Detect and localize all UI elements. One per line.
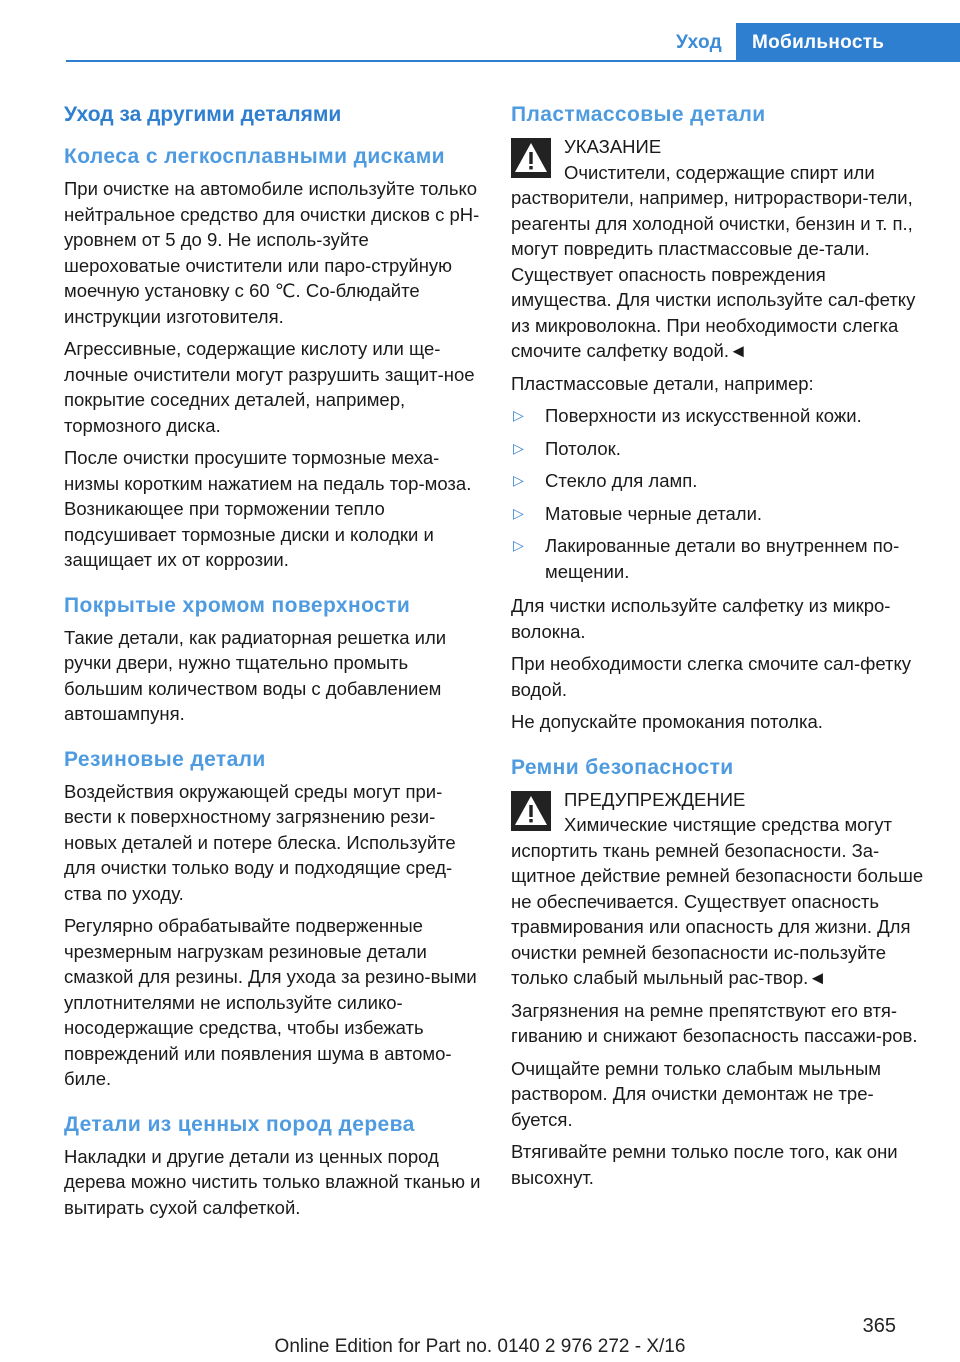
paragraph: После очистки просушите тормозные меха-низмы коротким нажатием на педаль тор-моза. Возникающее при торможении тепло подсушивает тормозные диски и колодки и защищает их от коррозии. <box>64 447 472 570</box>
right-column <box>511 100 931 1197</box>
warning-title: ПРЕДУПРЕЖДЕНИЕ <box>564 788 746 810</box>
notice-text: Очистители, содержащие спирт или растворители, например, нитрораствори-тели, реагенты для холодной очистки, бензин и т. п., могут повредить пластмассовые де-тали. Существует опасность повреждения имущества. Для чистки используйте сал-фетку из микроволокна. При необходимости слегка смочите салфетку водой.◄ <box>511 161 916 361</box>
left-column <box>64 100 484 1227</box>
list-item: ▷ Стекло для ламп. <box>511 468 931 494</box>
paragraph: Очищайте ремни только слабым мыльным раствором. Для очистки демонтаж не тре-буется. <box>511 1057 881 1130</box>
paragraph: Воздействия окружающей среды могут при-вести к поверхностному загрязнению рези-новых деталей и потере блеска. Используйте для очистки только воду и подходящие сред-ства по уходу. <box>64 780 456 904</box>
triangle-bullet-icon: ▷ <box>513 537 524 553</box>
paragraph: Агрессивные, содержащие кислоту или ще-лочные очистители могут разрушить защит-ное покрытие соседних деталей, например, тормозного диска. <box>64 338 475 436</box>
paragraph: Накладки и другие детали из ценных пород дерева можно чистить только влажной тканью и вытирать сухой салфеткой. <box>64 1145 481 1218</box>
paragraph: Регулярно обрабатывайте подверженные чрезмерным нагрузкам резиновые детали смазкой для резины. Для ухода за резино-выми уплотнителями не используйте силико-носодержащие средства, чтобы избежать повреждений или появления шума в автомо-биле. <box>64 915 477 1089</box>
header-tab-mobility[interactable]: Мобильность <box>736 23 960 62</box>
paragraph: Пластмассовые детали, например: <box>511 372 814 394</box>
paragraph: Не допускайте промокания потолка. <box>511 711 823 732</box>
section-heading-wood: Детали из ценных пород дерева <box>64 1112 415 1136</box>
triangle-bullet-icon: ▷ <box>513 504 524 521</box>
warning-triangle-icon <box>511 791 551 831</box>
page-header <box>0 23 960 61</box>
warning-text: Химические чистящие средства могут испортить ткань ремней безопасности. За-щитное действие ремней безопасности больше не обеспечивается. Существует опасность травмирования или опасность для жизни. Для очистки ремней безопасности ис-пользуйте только слабый мыльный рас-твор.◄ <box>511 814 924 988</box>
section-heading-rubber: Резиновые детали <box>64 747 266 771</box>
paragraph: Загрязнения на ремне препятствуют его втя-гиванию и снижают безопасность пассажи-ров. <box>511 999 918 1046</box>
paragraph: Втягивайте ремни только после того, как они высохнут. <box>511 1141 898 1188</box>
page-number: 365 <box>862 1315 896 1337</box>
section-heading-seat-belts: Ремни безопасности <box>511 755 734 779</box>
notice-title: УКАЗАНИЕ <box>564 136 662 157</box>
notice-box <box>511 134 931 364</box>
warning-box <box>511 787 931 991</box>
triangle-bullet-icon: ▷ <box>513 407 524 423</box>
plastic-parts-list <box>511 403 931 584</box>
header-tab-care[interactable]: Уход <box>675 32 722 53</box>
paragraph: Такие детали, как радиаторная решетка или ручки двери, нужно тщательно промыть большим количеством воды с добавлением автошампуня. <box>64 626 447 724</box>
paragraph: Для чистки используйте салфетку из микро-волокна. <box>511 595 891 642</box>
triangle-bullet-icon: ▷ <box>513 439 524 456</box>
page-title: Уход за другими деталями <box>64 103 342 126</box>
list-item: ▷ Поверхности из искусственной кожи. <box>511 403 931 429</box>
list-item: ▷ Потолок. <box>511 436 931 462</box>
list-item: ▷ Матовые черные детали. <box>511 501 931 527</box>
warning-triangle-icon <box>511 138 551 178</box>
paragraph: При необходимости слегка смочите сал-фетку водой. <box>511 653 912 700</box>
footer-edition: Online Edition for Part no. 0140 2 976 272 - X/16 <box>274 1336 686 1357</box>
section-heading-alloy-wheels: Колеса с легкосплавными дисками <box>64 145 445 168</box>
triangle-bullet-icon: ▷ <box>513 472 524 488</box>
header-divider <box>66 60 960 62</box>
paragraph: При очистке на автомобиле используйте только нейтральное средство для очистки дисков с pH-уровнем от 5 до 9. Не исполь-зуйте шероховатые очистители или паро-струйную моечную установку с 60 ℃. Со-блюдайте инструкции изготовителя. <box>64 178 480 327</box>
list-item: ▷ Лакированные детали во внутреннем по-мещении. <box>513 535 900 582</box>
section-heading-plastic: Пластмассовые детали <box>511 103 766 126</box>
section-heading-chrome: Покрытые хромом поверхности <box>64 593 411 617</box>
